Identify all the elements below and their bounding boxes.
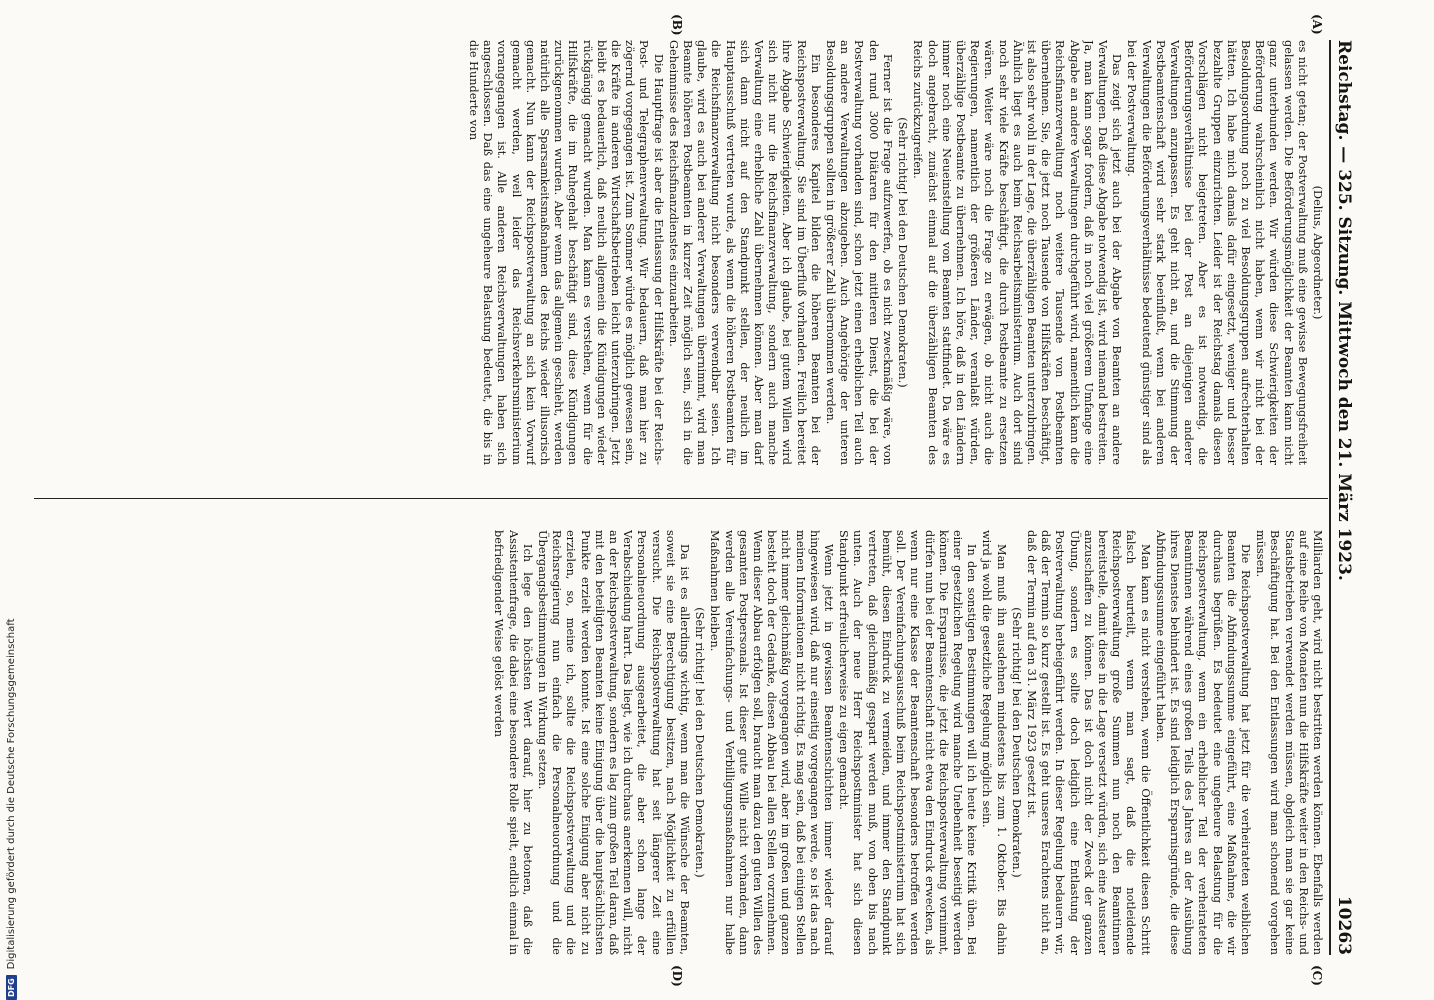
- credit-text: Digitalisierung gefördert durch die Deutsche Forschungsgemeinschaft: [5, 618, 17, 970]
- paragraph: Ich lege den höchsten Wert darauf, hier zu betonen, daß die Assistentenfrage, die dabei eine besondere Rolle spielt, endlich einmal in befriedigender Weise gelöst werden: [492, 530, 534, 955]
- paragraph: In den sonstigen Bestimmungen will ich heute keine Kritik üben. Bei einer gesetzlichen Regelung wird manche Unebenheit beseitigt werden können. Die Ersparnisse, die jetzt die Reichspostverwaltung vornimmt, dürfen nun bei der Beamtenschaft nicht etwa den Eindruck erwecken, als wenn nur eine Klasse der Beamtenschaft besonders betroffen werden soll. Der Vereinfachungsausschuß beim Reichspostministerium hat sich bemüht, diesen Eindruck zu vermeiden, und immer den Standpunkt vertreten, daß gleichmäßig gespart werden muß, von oben bis nach unten. Auch der neue Herr Reichspostminister hat sich diesen Standpunkt erfreulicherweise zu eigen gemacht.: [837, 530, 979, 955]
- margin-marker-c: (C): [1310, 965, 1324, 986]
- paragraph: es nicht getan; der Postverwaltung muß eine gewisse Bewegungsfreiheit gelassen werden. Die Beförderungsmöglichkeit der Beamten kann nicht ganz unterbunden werden. Wir würden diese Schwierigkeiten der Beförderung wahrscheinlich nicht haben, wenn wir nicht bei der Besoldungsordnung noch zu viel Besoldungsgruppen aufrechterhalten hätten. Ich habe mich damals dafür eingesetzt, weniger und besser bezahlte Gruppen einzurichten. Leider ist der Reichstag damals diesen Vorschlägen nicht beigetreten. Aber es ist notwendig, die Beförderungsverhältnisse bei der Post an diejenigen anderer Verwaltungen anzupassen. Es geht nicht an, und die Stimmung der Postbeamtenschaft wird sehr stark beeinflußt, wenn bei anderen Verwaltungen die Beförderungsverhältnisse bedeutend günstiger sind als bei der Postverwaltung.: [1125, 40, 1309, 465]
- page-number: 10263: [1334, 895, 1354, 955]
- interjection: (Sehr richtig! bei den Deutschen Demokraten.): [693, 607, 707, 878]
- right-column: [34, 530, 1324, 955]
- paragraph: Man muß ihn ausdehnen mindestens bis zum 1. Oktober. Bis dahin wird ja wohl die gesetzliche Regelung möglich sein.: [980, 530, 1008, 955]
- dfg-logo: DFG: [6, 975, 17, 1000]
- paragraph: Die Hauptfrage ist aber die Entlassung der Hilfskräfte bei der Reichs-Post- und Telegraphenverwaltung. Wir bedauern, daß man hier zu zögernd vorgegangen ist. Zum Sommer würde es möglich gewesen sein, die Kräfte in anderen Wirtschaftsbetrieben leicht unterzubringen. Jetzt bleibt es bedauerlich, daß neulich allgemein die Kündigungen wieder rückgängig gemacht wurden. Man kann es verstehen, wenn für die Hilfskräfte, die im Ruhegehalt beschäftigt sind, diese Kündigungen zurückgenommen wurden. Aber wenn das allgemein geschieht, werden natürlich alle Sparsamkeitsmaßnahmen des Reichs wieder illusorisch gemacht. Nun kann der Reichspostverwaltung an sich kein Vorwurf gemacht werden, weil leider das Reichsverkehrsministerium vorangegangen ist. Alle anderen Reichsverwaltungen haben sich angeschlossen. Daß das eine ungeheure Belastung bedeutet, die bis in die Hunderte von: [467, 40, 665, 465]
- column-divider: [34, 498, 1328, 499]
- paragraph: Man kann es nicht verstehen, wenn die Öffentlichkeit diesen Schritt falsch beurteilt, wenn man sagt, daß die notleidende Reichspostverwaltung große Summen nun noch den Beamtinnen bereitstelle, damit diese in die Lage versetzt würden, sich eine Aussteuer anzuschaffen zu können. Das ist doch nicht der Zweck der ganzen Übung, sondern es sollte doch lediglich eine Entlastung der Postverwaltung herbeigeführt werden. In dieser Regelung bedauern wir, daß der Termin so kurz gestellt ist. Es geht unseres Erachtens nicht an, daß der Termin auf den 31. März 1923 gesetzt ist.: [1024, 530, 1152, 955]
- page-header: [1329, 40, 1364, 955]
- margin-marker-d: (D): [670, 965, 684, 987]
- interjection: (Sehr richtig! bei den Deutschen Demokraten.): [896, 117, 910, 388]
- margin-marker-a: (A): [1310, 14, 1324, 35]
- paragraph: Das zeigt sich jetzt auch bei der Abgabe von Beamten an andere Verwaltungen. Daß diese Abgabe notwendig ist, wird niemand bestreiten. Ja, man kann sogar fordern, daß in noch viel größerem Umfange eine Abgabe an andere Verwaltungen durchgeführt wird, namentlich kann die Reichsfinanzverwaltung noch weitere Tausende von Postbeamten übernehmen. Sie, die jetzt noch Tausende von Hilfskräften beschäftigt, ist also sehr wohl in der Lage, die überzähligen Beamten unterzubringen. Ähnlich liegt es auch beim Reichsarbeitsministerium. Auch dort sind noch sehr viele Kräfte beschäftigt, die durch Postbeamte zu ersetzen wären. Weiter wäre noch die Frage zu erwägen, ob nicht auch die Regierungen, namentlich der größeren Länder, veranlaßt würden, überzählige Postbeamte zu übernehmen. Ich höre, daß in den Ländern immer noch eine Neueinstellung von Beamten stattfindet. Da wäre es doch angebracht, zunächst einmal auf die überzähligen Beamten des Reichs zurückzugreifen.: [911, 40, 1124, 465]
- newspaper-page: [34, 14, 1364, 987]
- paragraph: Wenn jetzt in gewissen Beamtenschichten immer wieder darauf hingewiesen wird, daß nur einseitig vorgegangen werde, so ist das nach meinen Informationen nicht richtig. Es mag sein, daß bei einigen Stellen nicht immer gleichmäßig vorgegangen wird, aber im großen und ganzen besteht doch der Gedanke, diesen Abbau bei allen Stellen vorzunehmen. Wenn dieser Abbau erfolgen soll, braucht man dazu den guten Willen des gesamten Postpersonals. Ist dieser gute Wille nicht vorhanden, dann werden alle Vereinfachungs- und Verbilligungsmaßnahmen nur halbe Maßnahmen bleiben.: [708, 530, 836, 955]
- paragraph: Ferner ist die Frage aufzuwerfen, ob es nicht zweckmäßig wäre, von den rund 3000 Diätaren für den mittleren Dienst, die bei der Postverwaltung vorhanden sind, schon jetzt einen erheblichen Teil auch an andere Verwaltungen abzugeben. Auch Angehörige der unteren Besoldungsgruppen sollten in größerer Zahl übernommen werden.: [824, 40, 894, 465]
- header-title: Reichstag. — 325. Sitzung. Mittwoch den 21. März 1923.: [1334, 40, 1354, 581]
- speaker-line: (Delius, Abgeordneter.): [1311, 185, 1324, 320]
- margin-marker-b: (B): [670, 14, 684, 36]
- paragraph: Die Reichspostverwaltung hat jetzt für die verheirateten weiblichen Beamten die Abfindungssumme eingeführt, eine Maßnahme, die wir durchaus begrüßen. Es bedeutet eine ungeheure Belastung für die Reichspostverwaltung, wenn ein erheblicher Teil der verheirateten Beamtinnen während eines großen Teils des Jahres an der Ausübung ihres Dienstes behindert ist. Es sind lediglich Ersparnisgründe, die diese Abfindungssumme eingeführt haben.: [1153, 530, 1252, 955]
- left-column: [34, 40, 1324, 465]
- digitization-credit: [2, 0, 20, 1000]
- paragraph: Milliarden geht, wird nicht bestritten werden können. Ebenfalls werden auf eine Reihe von Monaten nun die Hilfskräfte weiter in den Reichs- und Staatsbetrieben verwendet werden müssen, obgleich man sie gar keine Beschäftigung hat. Bei den Entlassungen wird man schonend vorgehen müssen.: [1254, 530, 1324, 955]
- paragraph: Da ist es allerdings wichtig, wenn man die Wünsche der Beamten, soweit sie eine Berechtigung besitzen, nach Möglichkeit zu erfüllen versucht. Die Reichspostverwaltung hat seit längerer Zeit eine Personalneuordnung ausgearbeitet, die aber schon lange der Verabschiedung harrt. Das liegt, wie ich durchaus anerkennen will, nicht an der Reichspostverwaltung, sondern es lag zum großen Teil daran, daß mit den beteiligten Beamten keine Einigung über die hauptsächlichsten Punkte erzielt werden konnte. Ist eine solche Einigung aber nicht zu erzielen, so, meine ich, sollte die Reichspostverwaltung und die Reichsregierung nun einfach die Personalneuordnung und die Übergangsbestimmungen in Wirkung setzen.: [536, 530, 692, 955]
- paragraph: Ein besonderes Kapitel bilden die höheren Beamten bei der Reichspostverwaltung. Sie sind im Überfluß vorhanden. Freilich bereitet ihre Abgabe Schwierigkeiten. Aber ich glaube, bei gutem Willen wird sich nicht nur die Reichsfinanzverwaltung, sondern auch manche Verwaltung eine erhebliche Zahl übernehmen können. Aber man darf sich dann nicht auf den Standpunkt stellen, der neulich im Hauptausschuß vertreten wurde, als wenn die höheren Postbeamten für die Reichsfinanzverwaltung nicht besonders verwendbar seien. Ich glaube, wird es auch bei anderer Verwaltungen übernimmt, wird man Beamte höheren Postbeamten in kurzer Zeit möglich sein, sich in die Geheimnisse des Reichsfinanzdienstes einzuarbeiten.: [666, 40, 822, 465]
- interjection: (Sehr richtig! bei den Deutschen Demokraten.): [1009, 607, 1023, 878]
